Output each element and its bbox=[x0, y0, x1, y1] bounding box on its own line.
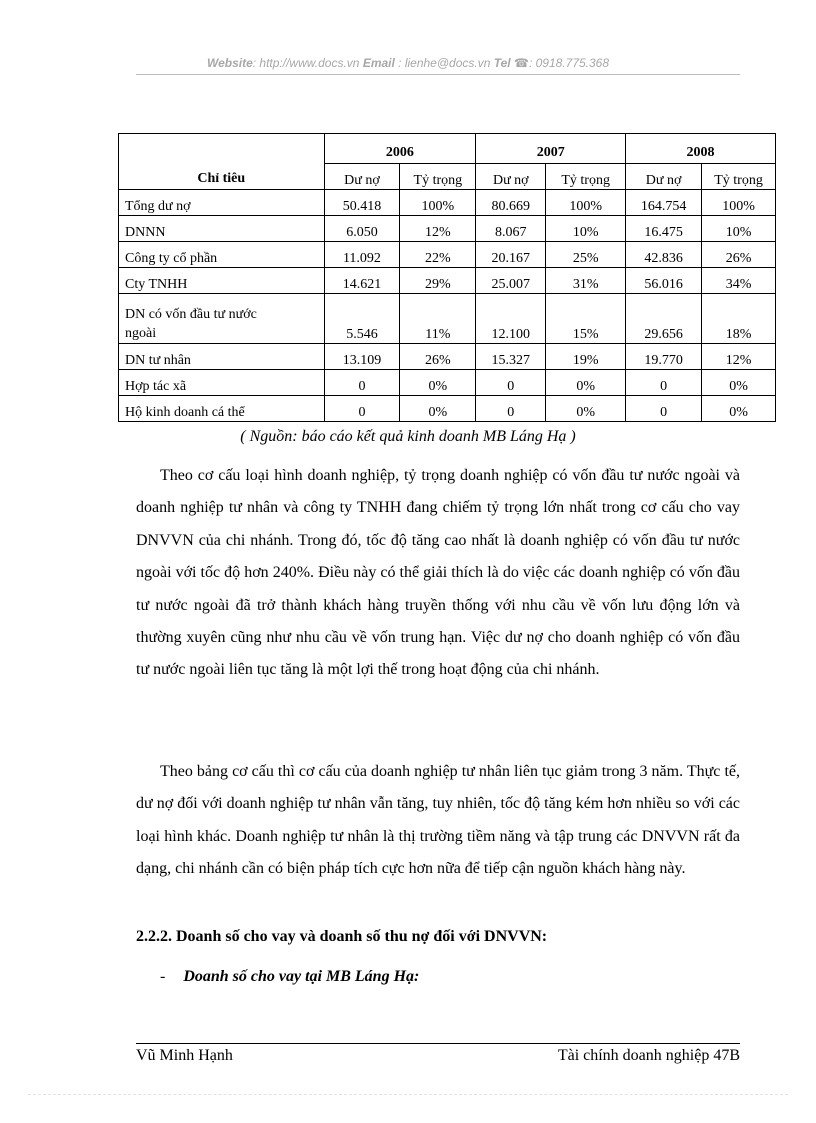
table-source-caption: ( Nguồn: báo cáo kết quả kinh doanh MB Láng Hạ ) bbox=[240, 428, 576, 445]
table-cell: 0 bbox=[324, 396, 400, 422]
table-cell: 164.754 bbox=[626, 190, 702, 216]
row-label: Cty TNHH bbox=[119, 268, 325, 294]
table-cell: 19% bbox=[546, 344, 626, 370]
table-cell: 0% bbox=[546, 396, 626, 422]
row-label: Tổng dư nợ bbox=[119, 190, 325, 216]
table-cell: 12.100 bbox=[476, 294, 546, 344]
page-bottom-border bbox=[28, 1094, 788, 1095]
table-cell: 18% bbox=[702, 294, 776, 344]
table-cell: 11.092 bbox=[324, 242, 400, 268]
table-cell: 50.418 bbox=[324, 190, 400, 216]
table-cell: 29.656 bbox=[626, 294, 702, 344]
table-cell: 100% bbox=[546, 190, 626, 216]
table-cell: 16.475 bbox=[626, 216, 702, 242]
table-cell: 14.621 bbox=[324, 268, 400, 294]
row-label-line: ngoài bbox=[125, 326, 157, 341]
year-header: 2006 bbox=[324, 134, 476, 164]
table-cell: 0 bbox=[476, 370, 546, 396]
col-header-du-no: Dư nợ bbox=[626, 164, 702, 190]
table-cell: 56.016 bbox=[626, 268, 702, 294]
table-cell: 13.109 bbox=[324, 344, 400, 370]
table-cell: 6.050 bbox=[324, 216, 400, 242]
bullet-item bbox=[160, 968, 419, 986]
table-cell: 0 bbox=[324, 370, 400, 396]
website-value: : http://www.docs.vn bbox=[252, 56, 360, 70]
footer-divider bbox=[136, 1043, 740, 1044]
col-header-ty-trong: Tỷ trọng bbox=[400, 164, 476, 190]
table-row bbox=[119, 242, 776, 268]
website-label: Website bbox=[206, 56, 253, 70]
page-header bbox=[0, 56, 816, 70]
loan-structure-table bbox=[118, 133, 776, 422]
email-value: : lienhe@docs.vn bbox=[394, 56, 491, 70]
table-cell: 22% bbox=[400, 242, 476, 268]
table-cell: 0 bbox=[626, 370, 702, 396]
table-row bbox=[119, 268, 776, 294]
table-cell: 20.167 bbox=[476, 242, 546, 268]
table-row bbox=[119, 216, 776, 242]
table-cell: 25.007 bbox=[476, 268, 546, 294]
table-cell: 0% bbox=[702, 396, 776, 422]
row-label: DNNN bbox=[119, 216, 325, 242]
table-cell: 12% bbox=[400, 216, 476, 242]
tel-label: Tel bbox=[493, 56, 511, 70]
table-cell: 12% bbox=[702, 344, 776, 370]
table-cell: 10% bbox=[702, 216, 776, 242]
table-cell: 0% bbox=[400, 370, 476, 396]
table-cell: 0% bbox=[702, 370, 776, 396]
section-heading: 2.2.2. Doanh số cho vay và doanh số thu nợ đối với DNVVN: bbox=[136, 928, 548, 945]
body-paragraph bbox=[136, 460, 740, 687]
footer-author: Vũ Minh Hạnh bbox=[136, 1047, 233, 1064]
table-cell: 42.836 bbox=[626, 242, 702, 268]
table-cell: 0% bbox=[400, 396, 476, 422]
table-cell: 100% bbox=[702, 190, 776, 216]
table-cell: 15% bbox=[546, 294, 626, 344]
telephone-icon: ☎ bbox=[514, 56, 529, 70]
table-cell: 10% bbox=[546, 216, 626, 242]
row-label-line: DN có vốn đầu tư nước bbox=[125, 307, 257, 322]
table-cell: 15.327 bbox=[476, 344, 546, 370]
table-year-row bbox=[119, 134, 776, 164]
year-header: 2008 bbox=[626, 134, 776, 164]
bullet-text: Doanh số cho vay tại MB Láng Hạ: bbox=[183, 968, 420, 985]
col-header-du-no: Dư nợ bbox=[324, 164, 400, 190]
table-row bbox=[119, 370, 776, 396]
footer-course: Tài chính doanh nghiệp 47B bbox=[557, 1047, 740, 1064]
paragraph-text: Theo cơ cấu loại hình doanh nghiệp, tỷ trọng doanh nghiệp có vốn đầu tư nước ngoài và doanh nghiệp tư nhân và công ty TNHH đang chiếm tỷ trọng lớn nhất trong cơ cấu cho vay DNVVN của chi nhánh. Trong đó, tốc độ tăng cao nhất là doanh nghiệp có vốn đầu tư nước ngoài với tốc độ hơn 240%. Điều này có thể giải thích là do việc các doanh nghiệp có vốn đầu tư nước ngoài đã trở thành khách hàng truyền thống với nhu cầu về vốn lưu động lớn và thường xuyên cũng như nhu cầu về vốn trung hạn. Việc dư nợ cho doanh nghiệp có vốn đầu tư nước ngoài liên tục tăng là một lợi thế trong hoạt động của chi nhánh. bbox=[136, 467, 740, 679]
table-cell: 26% bbox=[400, 344, 476, 370]
table-cell: 29% bbox=[400, 268, 476, 294]
table-cell: 0 bbox=[626, 396, 702, 422]
table-cell: 0 bbox=[476, 396, 546, 422]
table-cell: 0% bbox=[546, 370, 626, 396]
row-label: Công ty cổ phần bbox=[119, 242, 325, 268]
row-label: Hộ kinh doanh cá thể bbox=[119, 396, 325, 422]
col-header-du-no: Dư nợ bbox=[476, 164, 546, 190]
table-row bbox=[119, 294, 776, 344]
table-cell: 100% bbox=[400, 190, 476, 216]
email-label: Email bbox=[362, 56, 395, 70]
year-header: 2007 bbox=[476, 134, 626, 164]
table-row bbox=[119, 190, 776, 216]
row-label: DN tư nhân bbox=[119, 344, 325, 370]
header-divider bbox=[136, 74, 740, 75]
table-cell: 31% bbox=[546, 268, 626, 294]
table-cell: 80.669 bbox=[476, 190, 546, 216]
paragraph-text: Theo bảng cơ cấu thì cơ cấu của doanh nghiệp tư nhân liên tục giảm trong 3 năm. Thực tế, dư nợ đối với doanh nghiệp tư nhân vẫn tăng, tuy nhiên, tốc độ tăng kém hơn nhiều so với các loại hình khác. Doanh nghiệp tư nhân là thị trường tiềm năng và tập trung các DNVVN rất đa dạng, chi nhánh cần có biện pháp tích cực hơn nữa để tiếp cận nguồn khách hàng này. bbox=[136, 763, 740, 878]
table-row bbox=[119, 396, 776, 422]
table-corner-header: Chỉ tiêu bbox=[119, 134, 325, 190]
table-cell: 34% bbox=[702, 268, 776, 294]
table-cell: 19.770 bbox=[626, 344, 702, 370]
tel-value: : 0918.775.368 bbox=[528, 56, 610, 70]
table-cell: 8.067 bbox=[476, 216, 546, 242]
row-label: Hợp tác xã bbox=[119, 370, 325, 396]
bullet-dash: - bbox=[160, 968, 166, 985]
table-cell: 26% bbox=[702, 242, 776, 268]
row-label bbox=[119, 294, 325, 344]
col-header-ty-trong: Tỷ trọng bbox=[546, 164, 626, 190]
body-paragraph bbox=[136, 756, 740, 886]
table-row bbox=[119, 344, 776, 370]
table-cell: 11% bbox=[400, 294, 476, 344]
table-cell: 25% bbox=[546, 242, 626, 268]
col-header-ty-trong: Tỷ trọng bbox=[702, 164, 776, 190]
table-cell: 5.546 bbox=[324, 294, 400, 344]
